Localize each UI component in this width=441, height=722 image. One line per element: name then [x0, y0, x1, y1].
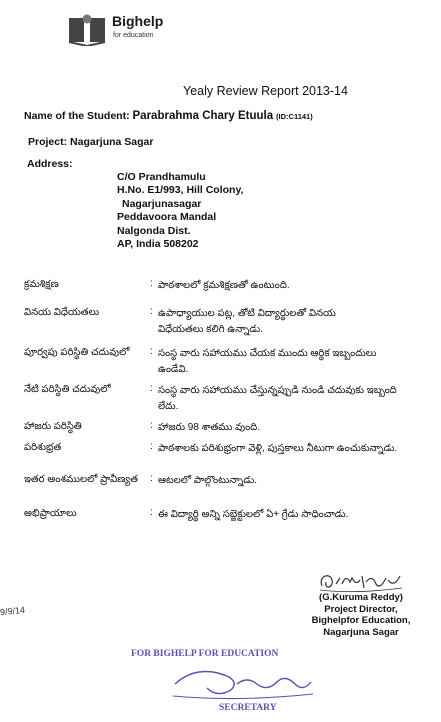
- bighelp-logo-icon: [68, 12, 106, 46]
- row-label-present-status: నేటి పరిస్థితి చదువులో: [24, 384, 111, 395]
- address-line: AP, India 508202: [117, 238, 199, 251]
- row-colon: :: [150, 383, 153, 394]
- row-value-attendance: హాజరు 98 శాతము వుంది.: [158, 422, 261, 433]
- report-title: Yealy Review Report 2013-14: [183, 84, 348, 98]
- project-field: [28, 136, 153, 148]
- row-value-present-status: సంస్థ వారు సహాయము చేస్తున్నప్పుడి నుండి చదువుకు ఇబ్బంది లేదు.: [158, 385, 397, 412]
- signature-block: [306, 592, 416, 638]
- row-value-cleanliness: పాఠశాలకు పరిశుభ్రంగా వెళ్లి, పుస్తకాలు నీటుగా ఉంచుకున్నాడు.: [158, 443, 398, 454]
- student-name-label: Name of the Student:: [24, 110, 130, 122]
- logo-tagline: for education: [113, 32, 154, 39]
- student-id: (ID:C1141): [276, 112, 313, 121]
- row-colon: :: [150, 473, 153, 484]
- row-label-humility: వినయ విధేయతలు: [24, 307, 100, 318]
- director-place: Nagarjuna Sagar: [323, 626, 399, 638]
- row-label-cleanliness: పరిశుభ్రత: [24, 442, 62, 453]
- row-value-other-skills: ఆటలలో పాల్గొంటున్నాడు.: [158, 475, 257, 486]
- row-label-attendance: హాజరు పరిస్థితి: [24, 421, 82, 432]
- stamp-line-2: SECRETARY: [219, 703, 277, 713]
- address-line: Peddavoora Mandal: [117, 211, 217, 224]
- address-line: H.No. E1/993, Hill Colony,: [117, 184, 244, 197]
- director-title: Project Director,: [324, 603, 398, 615]
- stamp-signature-icon: [167, 662, 317, 704]
- address-line: C/O Prandhamulu: [117, 171, 206, 183]
- project-value: Nagarjuna Sagar: [70, 136, 154, 148]
- director-name: (G.Kuruma Reddy): [319, 592, 403, 603]
- director-org: Bighelpfor Education,: [311, 615, 411, 626]
- row-label-past-status: పూర్వపు పరిస్థితి చదువులో: [24, 347, 130, 358]
- address-line: Nagarjunasagar: [122, 197, 202, 210]
- handwritten-date: 9/9/14: [0, 604, 26, 618]
- address-block: [107, 171, 243, 251]
- row-label-other-skills: ఇతర అంశములలో ప్రావీణ్యత: [24, 474, 138, 485]
- address-line: Nalgonda Dist.: [117, 224, 191, 237]
- organization-stamp: [127, 644, 327, 718]
- logo-name: Bighelp: [112, 13, 164, 29]
- project-label: Project:: [28, 136, 68, 148]
- row-colon: :: [150, 278, 153, 289]
- row-colon: :: [150, 306, 153, 317]
- row-value-discipline: పాఠశాలలో క్రమశిక్షణతో ఉంటుంది.: [158, 280, 290, 291]
- row-label-discipline: క్రమశిక్షణ: [24, 279, 59, 290]
- student-name-field: [24, 110, 313, 122]
- row-value-opinion: ఈ విద్యార్థి అన్ని సబ్జెక్టులలో ఏ+ గ్రేడు సాధించాడు.: [158, 509, 349, 520]
- row-colon: :: [150, 507, 153, 518]
- row-colon: :: [150, 441, 153, 452]
- row-label-opinion: అభిప్రాయాలు: [24, 508, 77, 519]
- stamp-line-1: FOR BIGHELP FOR EDUCATION: [131, 649, 279, 659]
- row-colon: :: [150, 346, 153, 357]
- row-value-humility: ఉపాధ్యాయుల పట్ల, తోటి విద్యార్థులతో వినయ విధేయతలు కలిగి ఉన్నాడు.: [158, 308, 336, 335]
- bighelp-logo: [68, 12, 184, 46]
- address-label: Address:: [27, 158, 73, 170]
- row-value-past-status: సంస్థ వారు సహాయము చేయక ముందు ఆర్థిక ఇబ్బందులు ఉండేవి.: [158, 348, 377, 375]
- row-colon: :: [150, 420, 153, 431]
- student-name: Parabrahma Chary Etuula: [132, 110, 274, 122]
